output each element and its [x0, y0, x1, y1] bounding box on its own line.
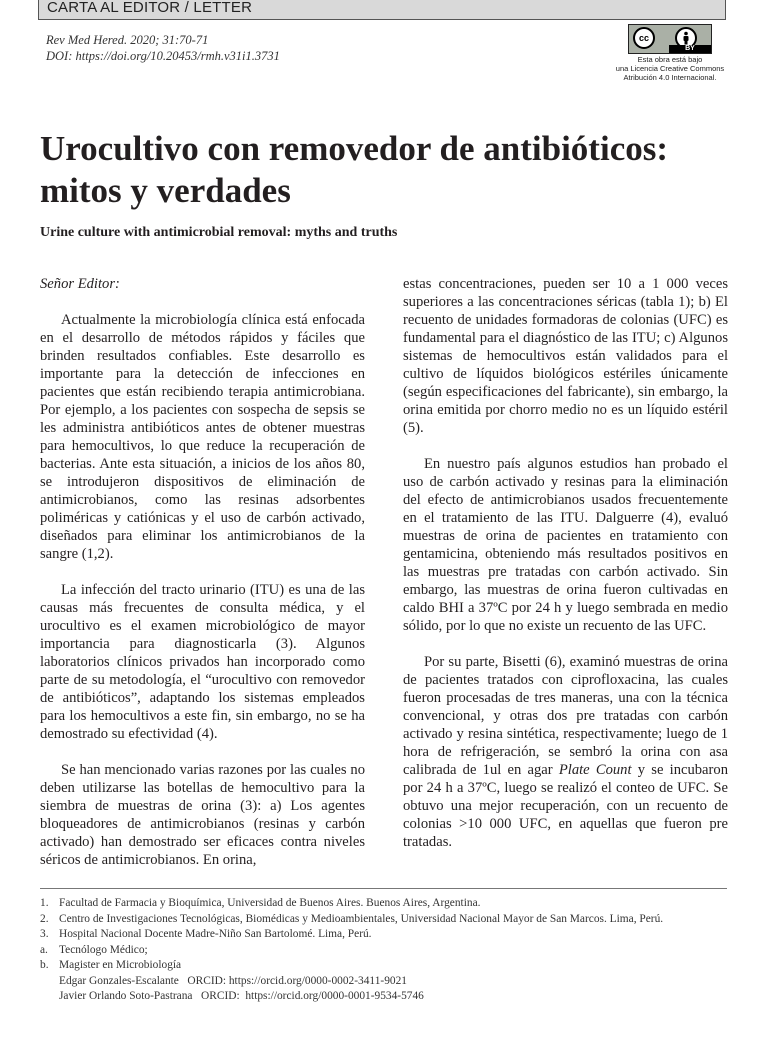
- orcid-line[interactable]: Javier Orlando Soto-Pastrana ORCID: https://orcid.org/0000-0001-9534-5746: [59, 990, 424, 1002]
- paragraph: En nuestro país algunos estudios han probado el uso de carbón activado y resinas para la eliminación del efecto de antimicrobianos usados frecuentemente en el tratamiento de las ITU. Dalguerre (4), evaluó muestras de orina de pacientes en tratamiento con gentamicina, obteniendo más resultados positivos en las muestras pre tratadas con carbón activado. Sin embargo, las muestras de orina fueron cultivadas en caldo BHI a 37ºC por 24 h y luego sembrada en medio sólido, por lo que no existe un recuento de las UFC.: [403, 456, 728, 634]
- text-run: Por su parte, Bisetti (6), examinó muestras de orina de pacientes tratados con ciprofloxacina, las cuales fueron procesadas de tres maneras, una con la técnica convencional, y otras dos pre tratadas con carbón activado y resina sintética, respectivamente; luego de 1 hora de refrigeración, se sembró la orina con asa calibrada de 1ul en agar: [403, 654, 728, 778]
- title-line: Urocultivo con removedor de antibióticos:: [40, 129, 669, 168]
- footnote-text: Facultad de Farmacia y Bioquímica, Universidad de Buenos Aires. Buenos Aires, Argentina.: [59, 897, 481, 909]
- footnote-mark: 2.: [40, 912, 49, 925]
- right-column: [403, 275, 728, 869]
- footnote-mark: a.: [40, 943, 48, 956]
- doi-link[interactable]: DOI: https://doi.org/10.20453/rmh.v31i1.3731: [46, 49, 280, 63]
- footnote-mark: 1.: [40, 897, 49, 909]
- by-label: BY: [669, 45, 711, 53]
- paragraph: [403, 653, 728, 851]
- salutation: Señor Editor:: [40, 276, 120, 292]
- footnote: [40, 912, 727, 928]
- footnote-text: Centro de Investigaciones Tecnológicas, Biomédicas y Medioambientales, Universidad Nacional Mayor de San Marcos. Lima, Perú.: [59, 912, 664, 925]
- article-title: [40, 128, 730, 212]
- journal-info: [46, 32, 280, 64]
- footnote-mark: 3.: [40, 928, 49, 940]
- license-block[interactable]: [612, 24, 728, 82]
- footnote: [40, 958, 727, 974]
- footnote: [40, 943, 727, 959]
- paragraph-continued: estas concentraciones, pueden ser 10 a 1 000 veces superiores a las concentraciones séricas (tabla 1); b) El recuento de unidades formadoras de colonias (UFC) es fundamental para el diagnóstico de las ITU; c) Algunos sistemas de hemocultivos están validados para el cultivo de líquidos biológicos estériles únicamente (según especificaciones del fabricante), sin embargo, la orina emitida por chorro medio no es un líquido estéril (5).: [403, 276, 728, 436]
- license-line: Esta obra está bajo: [637, 55, 703, 64]
- footnote-text: Hospital Nacional Docente Madre-Niño San Bartolomé. Lima, Perú.: [59, 928, 372, 940]
- section-header: [38, 0, 726, 20]
- paragraph: La infección del tracto urinario (ITU) es una de las causas más frecuentes de consulta médica, y el urocultivo es el examen microbiológico de mayor importancia para diagnosticarla (3). Algunos laboratorios clínicos privados han incorporado como parte de su metodología, el “urocultivo con removedor de antibióticos”, adaptando los sistemas empleados para los hemocultivos a este fin, sin embargo, no se ha demostrado su efectividad (4).: [40, 582, 365, 742]
- cc-by-badge[interactable]: [628, 24, 712, 54]
- orcid-line[interactable]: Edgar Gonzales-Escalante ORCID: https://orcid.org/0000-0002-3411-9021: [59, 974, 407, 987]
- footnote-text: Magister en Microbiología: [59, 959, 182, 971]
- text-run: y se incubaron por 24 h a 37ºC, luego se realizó el conteo de UFC. Se obtuvo una mejor recuperación, con un recuento de colonias >10 000 UFC, en aquellas que fueron pre tratadas.: [403, 762, 728, 850]
- section-label: CARTA AL EDITOR / LETTER: [47, 0, 253, 16]
- license-line: Atribución 4.0 Internacional.: [623, 73, 717, 82]
- footnote: [40, 896, 727, 912]
- license-line: una Licencia Creative Commons: [615, 64, 725, 73]
- left-column: [40, 275, 365, 887]
- footnote-divider: [40, 888, 727, 889]
- footnote-text: Tecnólogo Médico;: [59, 943, 148, 956]
- citation: Rev Med Hered. 2020; 31:70-71: [46, 33, 209, 47]
- creative-commons-icon: cc: [633, 27, 655, 49]
- footnote-mark: b.: [40, 959, 49, 971]
- footnotes: [40, 896, 727, 1005]
- footnote: [40, 927, 727, 943]
- italic-term: Plate Count: [558, 762, 632, 778]
- title-line: mitos y verdades: [40, 171, 291, 210]
- license-text: [612, 55, 728, 82]
- paragraph: Actualmente la microbiología clínica está enfocada en el desarrollo de métodos rápidos y fáciles que brinden resultados confiables. Este desarrollo es importante para la detección de infecciones en pacientes que están recibiendo terapia antimicrobiana. Por ejemplo, a los pacientes con sospecha de sepsis se les administra antibióticos antes de obtener muestras para hemocultivos, lo que reduce la recuperación de bacterias. Ante esta situación, a inicios de los años 80, se introdujeron dispositivos de eliminación de antimicrobianos, como las resinas adsorbentes poliméricas y catiónicas y el uso de carbón activado, diseñados para eliminar los antimicrobianos de la sangre (1,2).: [40, 312, 365, 562]
- paragraph: Se han mencionado varias razones por las cuales no deben utilizarse las botellas de hemocultivo para la siembra de muestras de orina (3): a) Los agentes bloqueadores de antimicrobianos (resinas y carbón activado) han demostrado ser eficaces contra niveles séricos de antimicrobianos. En orina,: [40, 762, 365, 868]
- article-subtitle: Urine culture with antimicrobial removal: myths and truths: [40, 225, 398, 240]
